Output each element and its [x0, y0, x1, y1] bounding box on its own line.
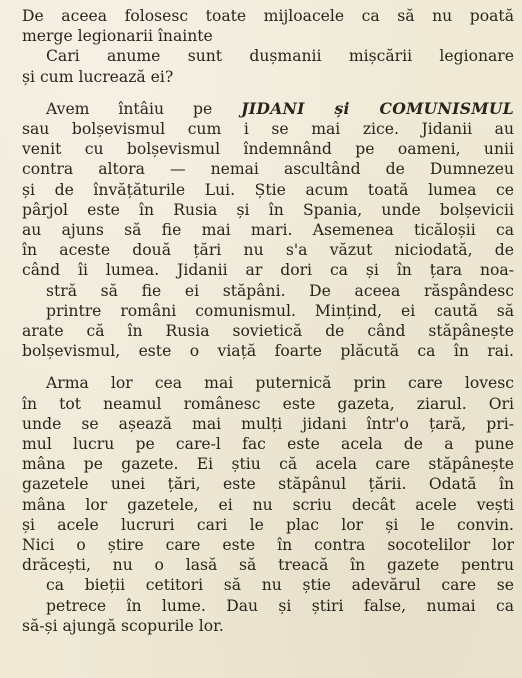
text-line: drăcești, nu o lasă să treacă în gazete pentru [22, 556, 514, 575]
text-line: pârjol este în Rusia și în Spania, unde bolșevicii [22, 200, 514, 219]
text-column [22, 6, 514, 636]
text-line: în aceste două țări nu s'a văzut niciodată, de [22, 241, 514, 260]
text-line: și de învățăturile Lui. Știe acum toată lumea ce [22, 180, 514, 199]
text-line: în tot neamul românesc este gazeta, ziarul. Ori [22, 394, 514, 413]
text-run: Avem întâiu pe [46, 99, 242, 118]
text-line: unde se așează mai mulți jidani într'o țară, pri- [22, 414, 514, 433]
paragraph-newspapers [22, 373, 514, 636]
text-line: Cari anume sunt dușmanii mișcării legionare [46, 47, 514, 66]
text-line: când îi lumea. Jidanii ar dori ca și în țara noa- [22, 261, 514, 280]
text-line: contra altora — nemai ascultând de Dumnezeu [22, 160, 514, 179]
text-line: Arma lor cea mai puternică prin care lovesc [46, 374, 514, 393]
text-line [22, 99, 514, 119]
text-line: stră să fie ei stăpâni. De aceea răspândesc [46, 281, 514, 300]
text-line: arate că în Rusia sovietică de când stăpânește [22, 322, 514, 341]
text-line: și cum lucrează ei? [22, 67, 174, 86]
text-line: mâna lor gazetele, ei nu scriu decât acele vești [22, 495, 514, 514]
paragraph-question [22, 46, 514, 86]
text-line: și acele lucruri cari le plac lor și le convin. [22, 515, 514, 534]
text-line: mul lucru pe care-l fac este acela de a pune [22, 435, 514, 454]
text-line: printre români comunismul. Mințind, ei caută să [46, 301, 514, 320]
text-line: sau bolșevismul cum i se mai zice. Jidanii au [22, 120, 514, 139]
paragraph-gap [22, 87, 514, 99]
text-line: gazetele unei țări, este stăpânul țării. Odată în [22, 475, 514, 494]
text-line: venit cu bolșevismul îndemnând pe oameni, unii [22, 140, 514, 159]
paragraph-gap [22, 361, 514, 373]
text-line: Nici o știre care este în contra socotelilor lor [22, 536, 514, 555]
text-line: mâna pe gazete. Ei știu că acela care stăpânește [22, 455, 514, 474]
text-line: ca bieții cetitori să nu știe adevărul care se [46, 576, 514, 595]
paragraph-jews-communism [22, 99, 514, 362]
emphasized-heading-text: JIDANI și COMUNISMUL [241, 98, 514, 118]
text-line: merge legionarii înainte [22, 27, 213, 46]
text-line: au ajuns să fie mai mari. Asemenea ticăloșii ca [22, 221, 514, 240]
text-line: petrece în lume. Dau și știri false, numai ca [46, 596, 514, 615]
paragraph-intro [22, 6, 514, 46]
text-line: De aceea folosesc toate mijloacele ca să nu poată [22, 7, 514, 25]
text-line: bolșevismul, este o viață foarte plăcută ca în rai. [22, 342, 514, 361]
text-line: să-și ajungă scopurile lor. [22, 616, 224, 635]
